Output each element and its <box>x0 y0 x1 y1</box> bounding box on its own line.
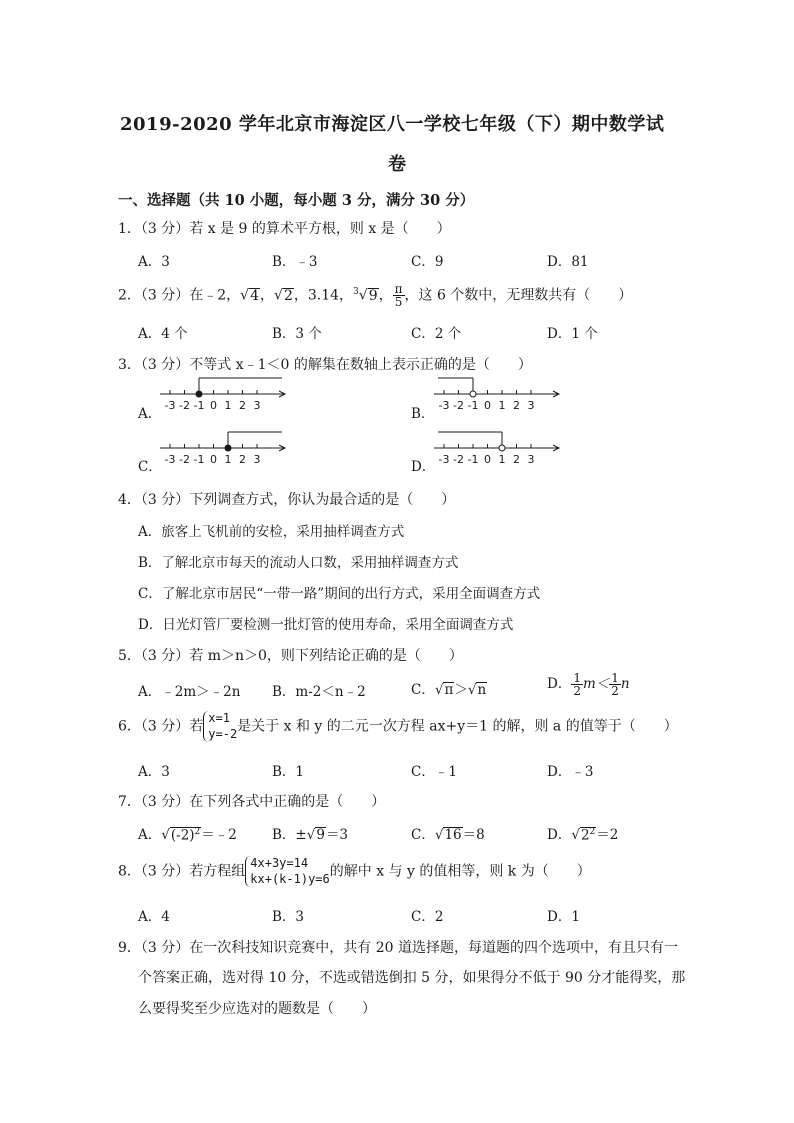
equation-line-1: x=1 <box>208 711 230 725</box>
radicand-base: (-2) <box>170 827 195 843</box>
tick-label: -2 <box>453 453 464 466</box>
section-heading: 一、选择题（共 10 小题，每小题 3 分，满分 30 分） <box>118 192 475 209</box>
tick-label: -3 <box>438 453 450 466</box>
tick-label: 3 <box>527 399 535 412</box>
question-1-option-a: A．3 <box>138 254 170 270</box>
fraction-half <box>609 672 621 697</box>
tick-label: 0 <box>210 399 217 412</box>
radicand: 16 <box>444 827 462 843</box>
fraction-denominator: 5 <box>394 295 403 309</box>
fraction-numerator: 1 <box>611 671 619 685</box>
question-2-stem-start: 2．（3 分）在﹣2， <box>118 287 241 304</box>
option-prefix: C． <box>411 827 435 843</box>
sqrt-symbol: √ <box>161 827 170 843</box>
tick-label: 0 <box>484 453 491 466</box>
question-9-line-1: 9．（3 分）在一次科技知识竞赛中，共有 20 道选择题，每道题的四个选项中，有且只有一 <box>118 940 678 956</box>
sqrt-symbol: √ <box>434 682 444 698</box>
tick-label: 2 <box>513 453 520 466</box>
tick-label: 3 <box>527 453 535 466</box>
question-3-option-d: D． <box>411 459 436 475</box>
question-5-option-a: A．﹣2m＞﹣2n <box>138 684 241 700</box>
equation-line-1: 4x+3y=14 <box>250 856 309 870</box>
tick-label: -2 <box>179 453 190 466</box>
question-1-option-c: C．9 <box>411 254 444 270</box>
question-8-option-b: B．3 <box>272 909 305 925</box>
tick-label: 1 <box>498 399 506 412</box>
question-9-line-3: 么要得奖至少应选对的题数是（ ） <box>138 1001 376 1017</box>
question-1-option-d: D．81 <box>547 254 589 270</box>
option-d-middle: m＜ <box>582 676 610 692</box>
question-1-stem: 1．（3 分）若 x 是 9 的算术平方根，则 x 是（ ） <box>118 221 451 237</box>
tick-label: -3 <box>438 399 450 412</box>
tick-label: -1 <box>467 399 479 412</box>
tick-label: 1 <box>224 453 232 466</box>
question-5-option-d <box>547 672 630 697</box>
question-8-option-d: D．1 <box>547 909 580 925</box>
sqrt-symbol: √ <box>306 827 316 843</box>
question-8-stem-start: 8．（3 分）若方程组 <box>118 863 246 880</box>
radicand-base: 2 <box>580 827 590 843</box>
fraction-denominator: 2 <box>573 684 581 698</box>
greater-than: ＞ <box>454 682 468 698</box>
question-2-radicand-1: 4 <box>250 287 260 304</box>
question-9-line-2: 个答案正确，选对得 10 分，不选或错选倒扣 5 分，如果得分不低于 90 分才能得奖，那 <box>138 970 686 986</box>
tick-label: -1 <box>193 399 205 412</box>
question-1-option-b: B．﹣3 <box>272 254 318 270</box>
question-2-cube-radicand: 9 <box>368 287 378 304</box>
closed-dot <box>196 391 202 397</box>
question-6-option-d: D．﹣3 <box>547 764 594 780</box>
question-8-stem-end: 的解中 x 与 y 的值相等，则 k 为（ ） <box>329 863 591 880</box>
number-line-option-c <box>158 428 293 470</box>
option-d-end: n <box>620 676 630 692</box>
question-7-option-c <box>411 823 485 843</box>
option-result: ＝3 <box>325 827 349 843</box>
option-prefix: B．± <box>272 827 307 843</box>
question-2-stem: 2．（3 分）在﹣2，√4，√2，3.14，$^3$√9， $\frac{\pi}{5}$ ，这 6 个数中，无理数共有（ ） <box>118 282 633 309</box>
equation-system <box>203 711 237 742</box>
question-8-stem <box>118 856 591 887</box>
sqrt-symbol: √ <box>434 827 444 843</box>
tick-label: 2 <box>239 453 246 466</box>
equation-line-2: kx+(k-1)y=6 <box>250 871 330 886</box>
question-2-option-d: D．1 个 <box>547 326 598 342</box>
sqrt-symbol: √ <box>240 287 250 304</box>
question-6-option-b: B．1 <box>272 764 305 780</box>
radicand <box>170 827 201 843</box>
tick-label: -3 <box>164 453 176 466</box>
question-2-pi-fraction <box>393 283 405 308</box>
closed-dot <box>225 445 231 451</box>
open-dot <box>499 445 505 451</box>
question-6-option-a: A．3 <box>138 764 170 780</box>
option-result: ＝8 <box>462 827 485 843</box>
cube-root-index: 3 <box>353 286 359 297</box>
tick-label: -2 <box>453 399 464 412</box>
equation-line-2: y=-2 <box>208 726 238 741</box>
question-2-option-a: A．4 个 <box>138 326 188 342</box>
equation-system <box>245 856 329 887</box>
question-7-option-b <box>272 823 348 843</box>
tick-label: 3 <box>253 399 261 412</box>
option-d-prefix: D． <box>547 676 572 692</box>
tick-label: -1 <box>467 453 479 466</box>
exponent: 2 <box>194 826 201 837</box>
sqrt-symbol: √ <box>571 827 580 843</box>
number-line-option-a <box>158 374 293 416</box>
tick-label: -3 <box>164 399 176 412</box>
question-4-option-d: D．日光灯管厂要检测一批灯管的使用寿命，采用全面调查方式 <box>138 617 514 633</box>
fraction-denominator: 2 <box>611 684 619 698</box>
tick-label: 0 <box>484 399 491 412</box>
question-3-option-c: C． <box>138 459 162 475</box>
question-2-option-c: C．2 个 <box>411 326 462 342</box>
question-5-option-c <box>411 678 487 698</box>
question-7-option-a <box>138 823 237 843</box>
sqrt-symbol: √ <box>467 682 477 698</box>
question-5-stem: 5．（3 分）若 m＞n＞0，则下列结论正确的是（ ） <box>118 648 463 664</box>
question-8-option-a: A．4 <box>138 909 170 925</box>
number-line-option-b <box>432 374 567 416</box>
fraction-numerator: 1 <box>573 671 581 685</box>
radicand <box>580 827 596 843</box>
sqrt-symbol: √ <box>274 287 283 304</box>
question-3-option-a: A． <box>138 406 162 422</box>
question-7-option-d <box>547 823 618 843</box>
question-2-option-b: B．3 个 <box>272 326 322 342</box>
exponent: 2 <box>589 826 596 837</box>
question-3-stem: 3．（3 分）不等式 x﹣1＜0 的解集在数轴上表示正确的是（ ） <box>118 357 532 373</box>
question-6-stem-end: 是关于 x 和 y 的二元一次方程 ax+y＝1 的解，则 a 的值等于（ ） <box>237 718 678 735</box>
option-result: ＝﹣2 <box>201 827 237 843</box>
question-4-option-c: C．了解北京市居民“一带一路”期间的出行方式，采用全面调查方式 <box>138 586 541 602</box>
tick-label: 0 <box>210 453 217 466</box>
question-5-option-b: B．m-2＜n﹣2 <box>272 684 366 700</box>
question-2-radicand-2: 2 <box>283 287 293 304</box>
document-title-line1: 2019-2020 学年北京市海淀区八一学校七年级（下）期中数学试 <box>120 114 665 135</box>
option-prefix: D． <box>547 827 572 843</box>
radicand-n: n <box>477 682 487 698</box>
question-6-stem-start: 6．（3 分）若 <box>118 718 204 735</box>
option-prefix: A． <box>138 827 162 843</box>
question-6-option-c: C．﹣1 <box>411 764 457 780</box>
question-8-option-c: C．2 <box>411 909 444 925</box>
radicand-pi: π <box>444 682 454 698</box>
question-4-stem: 4．（3 分）下列调查方式，你认为最合适的是（ ） <box>118 492 456 508</box>
tick-label: -1 <box>193 453 205 466</box>
tick-label: 2 <box>239 399 246 412</box>
tick-label: 2 <box>513 399 520 412</box>
question-4-option-a: A．旅客上飞机前的安检，采用抽样调查方式 <box>138 524 405 540</box>
option-c-prefix: C． <box>411 682 435 698</box>
question-2-stem-mid: ，3.14， <box>293 287 354 304</box>
tick-label: -2 <box>179 399 190 412</box>
sqrt-symbol: √ <box>358 287 368 304</box>
tick-label: 3 <box>253 453 261 466</box>
question-4-option-b: B．了解北京市每天的流动人口数，采用抽样调查方式 <box>138 555 459 571</box>
option-result: ＝2 <box>596 827 619 843</box>
document-title-line2: 卷 <box>388 154 407 175</box>
question-7-stem: 7．（3 分）在下列各式中正确的是（ ） <box>118 794 386 810</box>
number-line-option-d <box>432 428 567 470</box>
tick-label: 1 <box>498 453 506 466</box>
question-6-stem <box>118 711 678 742</box>
radicand: 9 <box>316 827 325 843</box>
question-2-stem-end: ，这 6 个数中，无理数共有（ ） <box>404 287 633 304</box>
tick-label: 1 <box>224 399 232 412</box>
fraction-numerator: π <box>394 282 403 296</box>
open-dot <box>470 391 476 397</box>
question-3-option-b: B． <box>411 406 435 422</box>
fraction-half <box>571 672 583 697</box>
